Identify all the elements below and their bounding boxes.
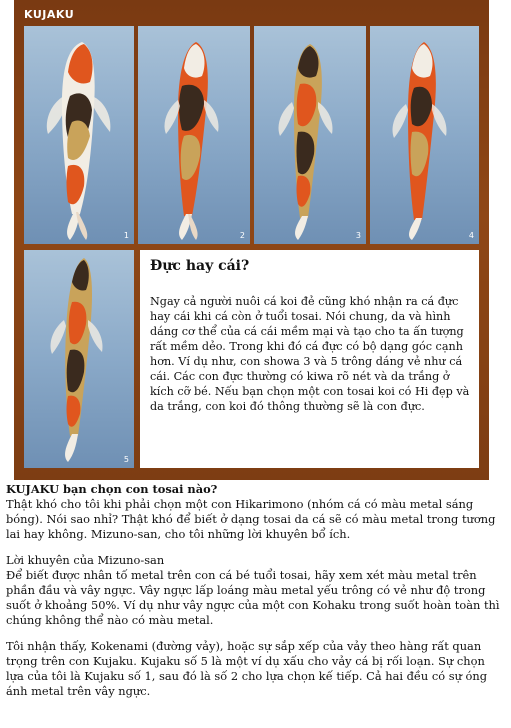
sidebox-title: Đực hay cái? xyxy=(150,258,250,274)
article-title: KUJAKU bạn chọn con tosai nào? xyxy=(6,482,218,496)
article-intro: Thật khó cho tôi khi phải chọn một con Hikarimono (nhóm cá có màu metal sáng bóng). Nói sao nhỉ? Thật khó để biết ở dạng tosai da cá sẽ có màu metal trong tương lai hay không. Mizuno-san, cho tôi những lời khuyên bổ ích. xyxy=(6,497,496,541)
photo-number: 2 xyxy=(239,231,245,240)
koi-photo-4 xyxy=(370,26,479,244)
photo-number: 3 xyxy=(355,231,361,240)
article-body xyxy=(6,482,506,699)
photo-panel xyxy=(14,0,489,480)
koi-photo-1 xyxy=(24,26,134,244)
sidebox-text: Ngay cả người nuôi cá koi đẻ cũng khó nhận ra cá đực hay cái khi cá còn ở tuổi tosai. Nói chung, da và hình dáng cơ thể của cá cái mềm mại và tạo cho ta ấn tượng rất mềm dẻo. Trong khi đó cá đực có bộ dạng góc cạnh hơn. Ví dụ như, con showa 3 và 5 trông dáng vẻ như cá cái. Các con đực thường có kiwa rõ nét và da trắng ở kích cỡ bé. Nếu bạn chọn một con tosai koi có Hi đẹp và da trắng, con koi đó thông thường sẽ là con đực. xyxy=(150,295,470,413)
koi-photo-2 xyxy=(138,26,250,244)
advice-heading: Lời khuyên của Mizuno-san xyxy=(6,553,165,567)
koi-photo-3 xyxy=(254,26,366,244)
photo-number: 4 xyxy=(468,231,474,240)
photo-number: 1 xyxy=(123,231,129,240)
sidebar-textbox xyxy=(140,250,479,468)
koi-photo-5 xyxy=(24,250,134,468)
photo-number: 5 xyxy=(123,455,129,464)
section-label: KUJAKU xyxy=(24,8,75,21)
advice-text: Để biết được nhân tố metal trên con cá bé tuổi tosai, hãy xem xét màu metal trên phần đầu và vây ngực. Vây ngực lấp loáng màu metal yếu trông có vẻ như độ trong suốt ở khoảng 50%. Ví dụ như vây ngực của một con Kohaku trong suốt hoàn toàn thì chúng không thể nào có màu metal. xyxy=(6,568,500,627)
conclusion-text: Tôi nhận thấy, Kokenami (đường vảy), hoặc sự sắp xếp của vảy theo hàng rất quan trọng trên con Kujaku. Kujaku số 5 là một ví dụ xấu cho vảy cá bị rối loạn. Sự chọn lựa của tôi là Kujaku số 1, sau đó là số 2 cho lựa chọn kế tiếp. Cả hai đều có sự óng ánh metal trên vây ngực. xyxy=(6,639,488,698)
